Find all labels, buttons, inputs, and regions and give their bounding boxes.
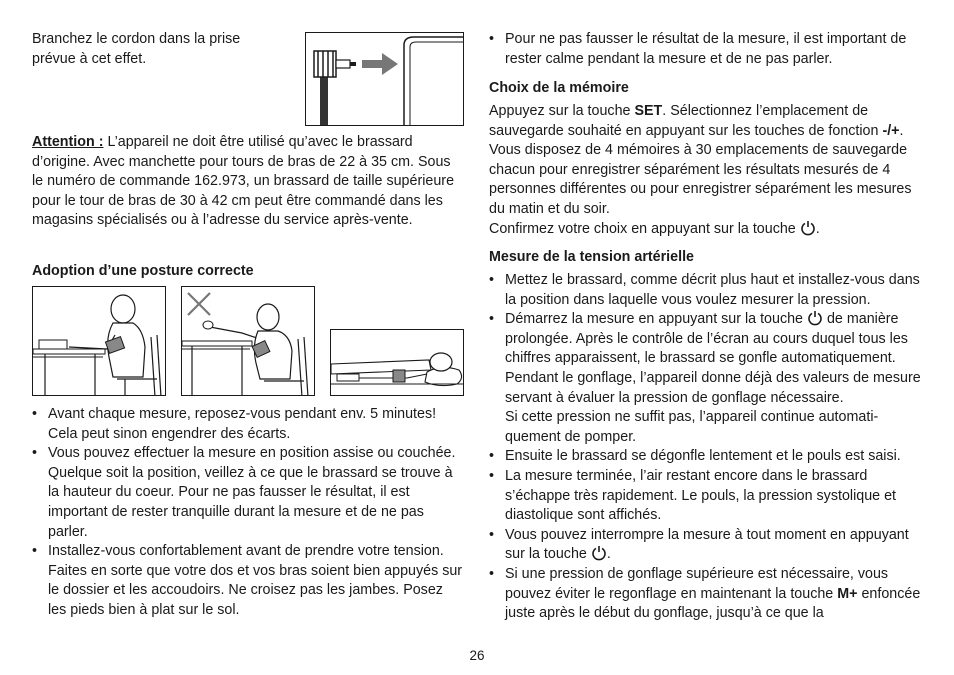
power-button-icon — [800, 220, 816, 236]
list-item: • Ensuite le brassard se dégonfle lentement et le pouls est saisi. — [489, 447, 925, 467]
attention-paragraph — [32, 133, 464, 231]
m-plus-key-label: M+ — [837, 585, 858, 602]
plug-insertion-illustration — [305, 32, 464, 126]
seated-correct-posture-illustration — [32, 286, 166, 396]
bp-heading: Mesure de la tension artérielle — [489, 249, 695, 265]
list-item: • Démarrez la mesure en appuyant sur la touche de manière prolongée. Après le contrôle de l’écran au cours duquel tous les chiffres apparaissent, le brassard se gonfle automatiquement. Pendant le gonflage, l’appareil donne déjà des valeurs de mesure servant à évaluer la pression de gonflage nécessaire. Si cette pression ne suffit pas, l’appareil continue automatiquement de pomper. — [489, 310, 925, 447]
posture-ok-svg — [33, 287, 166, 396]
list-item: • Vous pouvez interrompre la mesure à tout moment en appuyant sur la touche . — [489, 526, 925, 565]
posture-heading: Adoption d’une posture correcte — [32, 263, 254, 279]
posture-wrong-svg — [182, 287, 315, 396]
page-number: 26 — [469, 648, 485, 663]
list-item: • Avant chaque mesure, reposez-vous pendant env. 5 minutes! Cela peut sinon engendrer des écarts. — [32, 405, 464, 444]
plus-minus-keys-label: -/+ — [882, 122, 900, 139]
list-item: • Installez-vous confortablement avant de prendre votre tension. Faites en sorte que votre dos et vos bras soient bien appuyés sur le dossier et les accoudoirs. Ne croisez pas les jambes. Posez les pieds bien à plat sur le sol. — [32, 542, 464, 620]
memory-heading: Choix de la mémoire — [489, 80, 629, 96]
attention-text: L’appareil ne doit être utilisé qu’avec le brassard d’origine. Avec manchette pour tours de bras de 22 à 35 cm. Sous le numéro de commande 162.973, un brassard de taille supérieure pour le tour de bras de 30 à 42 cm peut être commandé dans les magasins spécialisés ou à l’adresse du service après-vente. — [32, 134, 455, 229]
list-item: • Si une pression de gonflage supérieure est nécessaire, vous pouvez éviter le regonflage en maintenant la touche M+ enfoncée juste après le début du gonflage, jusqu’à ce que la — [489, 565, 925, 624]
power-button-icon — [807, 310, 823, 326]
lying-posture-illustration — [330, 329, 464, 396]
plug-illustration-svg — [306, 33, 464, 126]
list-item: • Mettez le brassard, comme décrit plus haut et installez-vous dans la position dans laquelle vous voulez mesurer la pression. — [489, 271, 925, 310]
power-button-icon — [591, 545, 607, 561]
posture-bullets — [32, 405, 464, 621]
right-top-bullet-block — [489, 30, 925, 69]
intro-line-2: prévue à cet effet. — [32, 50, 147, 67]
memory-paragraph: Appuyez sur la touche SET. Sélectionnez l’emplacement de sauvegarde souhaité en appuyant sur les touches de fonction -/+. Vous disposez de 4 mémoires à 30 emplacements de sauvegarde chacun pour enregistrer séparément les résultats mesurés de 4 personnes différentes ou pour enregistrer séparément les mesures du matin et du soir. Confirmez votre choix en appuyant sur la touche . — [489, 103, 912, 237]
set-key-label: SET — [634, 103, 663, 119]
seated-wrong-posture-illustration — [181, 286, 315, 396]
attention-label: Attention : — [32, 134, 104, 150]
list-item: • Vous pouvez effectuer la mesure en position assise ou couchée. Quelque soit la position, veillez à ce que le brassard se trouve à la hauteur du coeur. Pour ne pas fausser le résultat, il est important de rester tranquille durant la mesure et de ne pas parler. — [32, 444, 464, 542]
list-item: • La mesure terminée, l’air restant encore dans le brassard s’échappe très rapidement. Le pouls, la pression systolique et diastolique sont affichés. — [489, 467, 925, 526]
intro-line-1: Branchez le cordon dans la prise — [32, 31, 241, 47]
bp-bullets — [489, 271, 925, 624]
posture-lying-svg — [331, 330, 464, 396]
list-item: • Pour ne pas fausser le résultat de la mesure, il est important de rester calme pendant la mesure et de ne pas parler. — [489, 30, 925, 69]
